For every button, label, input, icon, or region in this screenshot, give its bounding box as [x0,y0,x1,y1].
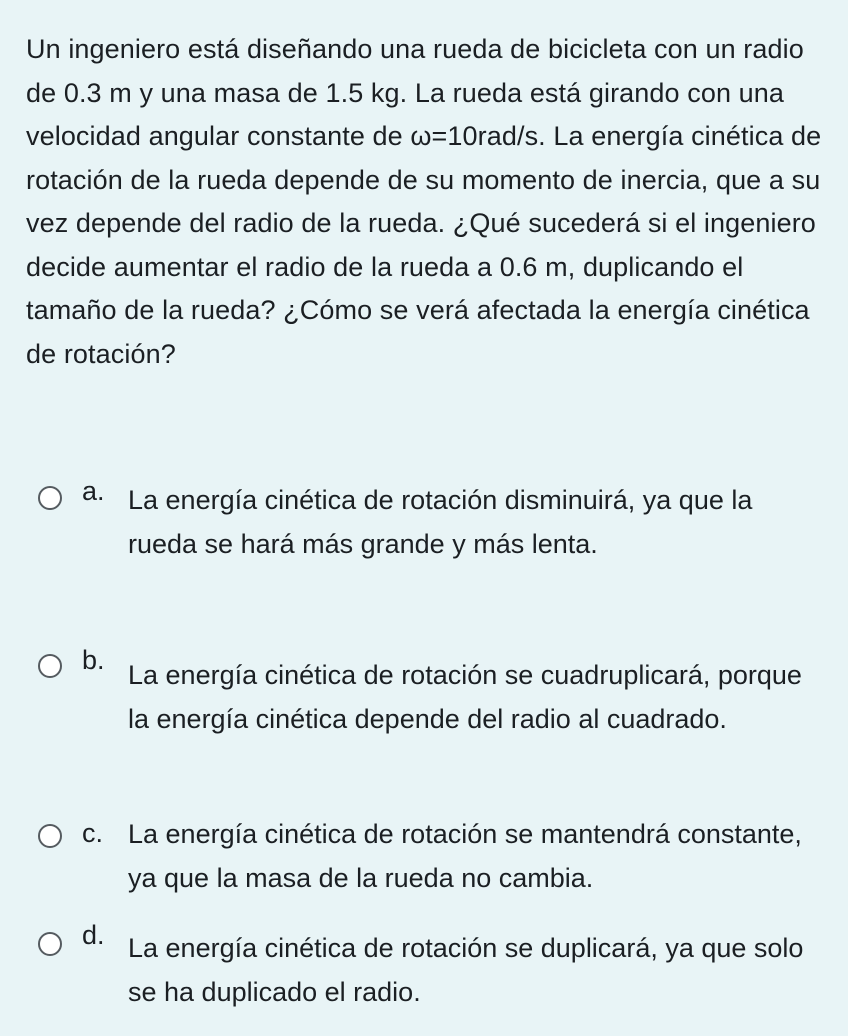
option-letter-a: a. [82,476,105,506]
option-letter-d: d. [82,920,105,950]
radio-button-d[interactable] [38,932,62,956]
option-letter-c: c. [82,818,104,848]
option-letter-b: b. [82,645,105,675]
radio-button-c[interactable] [38,824,62,848]
radio-button-a[interactable] [38,486,62,510]
option-text-d: La energía cinética de rotación se duplicará, ya que solo se ha duplicado el radio. [128,933,804,1007]
question-text: Un ingeniero está diseñando una rueda de bicicleta con un radio de 0.3 m y una masa de 1.5 kg. La rueda está girando con una velocidad angular constante de ω=10rad/s. La energía cinética de rotación de la rueda depende de su momento de inercia, que a su vez depende del radio de la rueda. ¿Qué sucederá si el ingeniero decide aumentar el radio de la rueda a 0.6 m, duplicando el tamaño de la rueda? ¿Cómo se verá afectada la energía cinética de rotación? [26,34,822,369]
option-text-b: La energía cinética de rotación se cuadruplicará, porque la energía cinética depende del radio al cuadrado. [128,660,802,734]
option-text-a: La energía cinética de rotación disminuirá, ya que la rueda se hará más grande y más lenta. [128,485,753,559]
option-text-c: La energía cinética de rotación se mantendrá constante, ya que la masa de la rueda no cambia. [128,819,802,893]
radio-button-b[interactable] [38,654,62,678]
